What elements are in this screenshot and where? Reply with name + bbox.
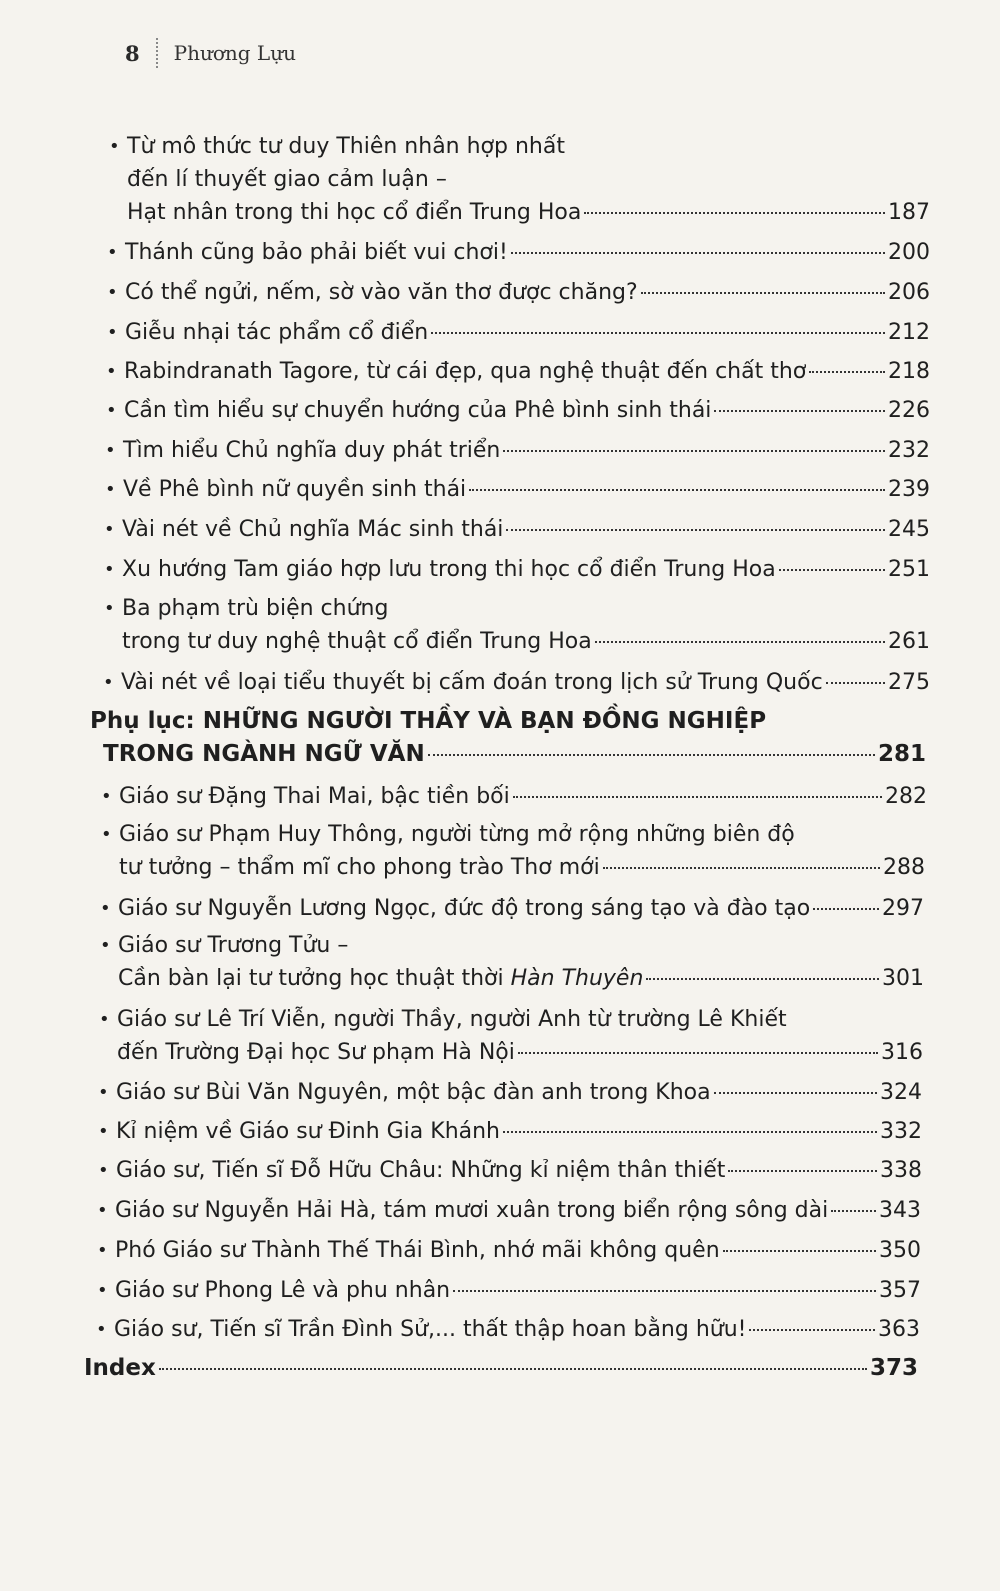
entry-page: 187 [888, 200, 930, 225]
toc-entry[interactable] [97, 1234, 921, 1267]
leader-dots [714, 1092, 877, 1094]
entry-title-line: Giáo sư Phạm Huy Thông, người từng mở rộng những biên độ [119, 822, 795, 847]
entry-page: 251 [888, 557, 930, 582]
appendix-title-line: Phụ lục: NHỮNG NGƯỜI THẦY VÀ BẠN ĐỒNG NGHIỆP [90, 708, 767, 734]
entry-page: 261 [888, 629, 930, 654]
entry-page: 332 [880, 1119, 922, 1144]
toc-entry[interactable] [100, 929, 924, 995]
bullet: • [100, 935, 111, 956]
entry-title: Giáo sư Phong Lê và phu nhân [115, 1278, 451, 1303]
entry-page: 212 [888, 320, 930, 345]
entry-title: Cần tìm hiểu sự chuyển hướng của Phê bình sinh thái [124, 398, 712, 423]
leader-dots [809, 371, 885, 373]
entry-page: 218 [888, 359, 930, 384]
bullet: • [99, 1009, 110, 1030]
leader-dots [813, 908, 879, 910]
leader-dots [723, 1250, 876, 1252]
entry-page: 357 [879, 1278, 921, 1303]
author-name: Phương Lựu [173, 41, 296, 65]
leader-dots [831, 1210, 876, 1212]
bullet: • [101, 786, 112, 807]
bullet: • [105, 479, 116, 500]
bullet: • [97, 1280, 108, 1301]
entry-page: 324 [880, 1080, 922, 1105]
entry-page: 232 [888, 438, 930, 463]
entry-title: trong tư duy nghệ thuật cổ điển Trung Hoa [122, 629, 592, 654]
leader-dots [453, 1290, 876, 1292]
bullet: • [101, 824, 112, 845]
entry-title: Kỉ niệm về Giáo sư Đinh Gia Khánh [116, 1119, 501, 1144]
bullet: • [98, 1160, 109, 1181]
entry-title: Vài nét về Chủ nghĩa Mác sinh thái [122, 517, 504, 542]
toc-entry[interactable] [98, 1115, 922, 1148]
entry-page: 239 [888, 477, 930, 502]
toc-entry[interactable] [107, 236, 930, 269]
appendix-heading[interactable] [90, 705, 926, 771]
leader-dots [506, 529, 885, 531]
entry-title: Rabindranath Tagore, từ cái đẹp, qua nghệ thuật đến chất thơ [124, 359, 807, 384]
toc-entry[interactable] [105, 473, 930, 506]
bullet: • [106, 400, 117, 421]
entry-title-line: đến lí thuyết giao cảm luận – [127, 167, 447, 192]
entry-title: Phó Giáo sư Thành Thế Thái Bình, nhớ mãi không quên [115, 1238, 720, 1263]
entry-page: 301 [882, 966, 924, 991]
entry-title-italic: Hàn Thuyên [510, 966, 644, 991]
bullet: • [97, 1240, 108, 1261]
index-page: 373 [869, 1355, 918, 1381]
entry-page: 297 [882, 896, 924, 921]
entry-title: Có thể ngửi, nếm, sờ vào văn thơ được chăng? [125, 280, 638, 305]
entry-page: 343 [879, 1198, 921, 1223]
leader-dots [584, 212, 885, 214]
leader-dots [603, 867, 880, 869]
toc-entry[interactable] [104, 553, 930, 586]
entry-title: Thánh cũng bảo phải biết vui chơi! [125, 240, 508, 265]
toc-entry[interactable] [96, 1313, 920, 1346]
entry-title: Giáo sư, Tiến sĩ Đỗ Hữu Châu: Những kỉ niệm thân thiết [116, 1158, 726, 1183]
toc-entry[interactable] [103, 666, 930, 699]
entry-title: Giáo sư, Tiến sĩ Trần Đình Sử,... thất thập hoan bằng hữu! [114, 1317, 747, 1342]
entry-title: Vài nét về loại tiểu thuyết bị cấm đoán trong lịch sử Trung Quốc [121, 670, 823, 695]
page-number: 8 [125, 40, 140, 66]
toc-entry[interactable] [101, 818, 925, 884]
bullet: • [98, 1082, 109, 1103]
bullet: • [97, 1200, 108, 1221]
leader-dots [641, 292, 885, 294]
entry-page: 338 [880, 1158, 922, 1183]
entry-page: 206 [888, 280, 930, 305]
toc-entry[interactable] [106, 394, 930, 427]
entry-title-line: Từ mô thức tư duy Thiên nhân hợp nhất [127, 134, 565, 159]
entry-title: Xu hướng Tam giáo hợp lưu trong thi học cổ điển Trung Hoa [122, 557, 776, 582]
bullet: • [107, 242, 118, 263]
leader-dots [646, 978, 879, 980]
toc-entry[interactable] [97, 1194, 921, 1227]
bullet: • [100, 898, 111, 919]
entry-title: Tìm hiểu Chủ nghĩa duy phát triển [123, 438, 501, 463]
entry-title-line: Giáo sư Trương Tửu – [118, 933, 349, 958]
appendix-title: TRONG NGÀNH NGỮ VĂN [103, 741, 425, 767]
leader-dots [518, 1052, 878, 1054]
toc-entry[interactable] [107, 276, 930, 309]
leader-dots [503, 1131, 877, 1133]
appendix-page: 281 [877, 741, 926, 767]
index-entry[interactable] [84, 1352, 918, 1385]
bullet: • [104, 598, 115, 619]
toc-entry[interactable] [107, 316, 930, 349]
leader-dots [503, 450, 885, 452]
toc-entry[interactable] [98, 1154, 922, 1187]
entry-title: Về Phê bình nữ quyền sinh thái [123, 477, 467, 502]
bullet: • [106, 361, 117, 382]
toc-entry[interactable] [109, 130, 930, 229]
leader-dots [779, 569, 885, 571]
entry-title: Giáo sư Bùi Văn Nguyên, một bậc đàn anh trong Khoa [116, 1080, 711, 1105]
leader-dots [826, 682, 885, 684]
toc-entry[interactable] [100, 892, 924, 925]
entry-title: Cần bàn lại tư tưởng học thuật thời Hàn Thuyên [118, 966, 644, 991]
entry-page: 200 [888, 240, 930, 265]
toc-entry[interactable] [101, 780, 927, 813]
entry-page: 350 [879, 1238, 921, 1263]
entry-title: tư tưởng – thẩm mĩ cho phong trào Thơ mới [119, 855, 600, 880]
toc-entry[interactable] [104, 592, 930, 658]
leader-dots [431, 332, 885, 334]
toc-entry[interactable] [99, 1003, 923, 1069]
entry-title: Giáo sư Nguyễn Hải Hà, tám mươi xuân trong biển rộng sông dài [115, 1198, 829, 1223]
bullet: • [98, 1121, 109, 1142]
leader-dots [159, 1368, 867, 1370]
entry-title-line: Ba phạm trù biện chứng [122, 596, 389, 621]
bullet: • [104, 519, 115, 540]
leader-dots [749, 1329, 875, 1331]
toc-entry[interactable] [98, 1076, 922, 1109]
toc-entry[interactable] [105, 434, 930, 467]
bullet: • [96, 1319, 107, 1340]
leader-dots [714, 410, 885, 412]
leader-dots [595, 641, 885, 643]
leader-dots [428, 754, 875, 756]
entry-title: Giáo sư Đặng Thai Mai, bậc tiền bối [119, 784, 510, 809]
entry-title: Giễu nhại tác phẩm cổ điển [125, 320, 429, 345]
entry-page: 245 [888, 517, 930, 542]
entry-page: 288 [883, 855, 925, 880]
entry-page: 275 [888, 670, 930, 695]
entry-page: 363 [878, 1317, 920, 1342]
entry-page: 282 [885, 784, 927, 809]
entry-title: Giáo sư Nguyễn Lương Ngọc, đức độ trong sáng tạo và đào tạo [118, 896, 811, 921]
index-title: Index [84, 1355, 156, 1381]
toc-entry[interactable] [106, 355, 930, 388]
entry-title: Hạt nhân trong thi học cổ điển Trung Hoa [127, 200, 582, 225]
bullet: • [103, 672, 114, 693]
entry-title: đến Trường Đại học Sư phạm Hà Nội [117, 1040, 515, 1065]
leader-dots [511, 252, 885, 254]
bullet: • [109, 136, 120, 157]
toc-entry[interactable] [97, 1274, 921, 1307]
entry-title-line: Giáo sư Lê Trí Viễn, người Thầy, người Anh từ trường Lê Khiết [117, 1007, 787, 1032]
toc-entry[interactable] [104, 513, 930, 546]
bullet: • [105, 440, 116, 461]
bullet: • [107, 322, 118, 343]
leader-dots [728, 1170, 877, 1172]
entry-page: 316 [881, 1040, 923, 1065]
bullet: • [104, 559, 115, 580]
entry-page: 226 [888, 398, 930, 423]
leader-dots [469, 489, 885, 491]
leader-dots [513, 796, 882, 798]
bullet: • [107, 282, 118, 303]
